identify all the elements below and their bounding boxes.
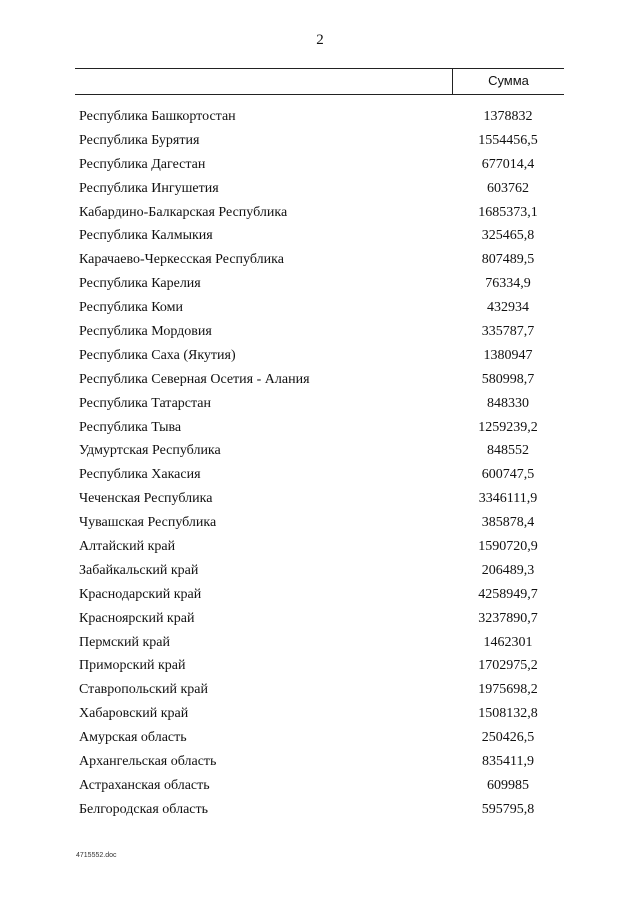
region-name: Республика Ингушетия [79, 180, 219, 196]
table-row [0, 130, 640, 154]
table-row [0, 751, 640, 775]
region-sum: 1259239,2 [478, 419, 538, 435]
region-sum: 1462301 [483, 634, 533, 650]
region-sum: 835411,9 [482, 754, 534, 770]
region-name: Архангельская область [79, 754, 217, 770]
region-sum: 1975698,2 [478, 682, 538, 698]
table-row [0, 560, 640, 584]
region-sum: 325465,8 [481, 228, 535, 244]
region-name: Республика Саха (Якутия) [79, 347, 236, 363]
region-sum: 1702975,2 [478, 658, 538, 674]
region-sum: 1378832 [483, 109, 533, 124]
region-sum: 432934 [487, 300, 529, 316]
region-name: Республика Татарстан [79, 395, 212, 411]
page-number: 2 [316, 32, 324, 48]
region-sum: 250426,5 [481, 730, 535, 746]
column-header-sum: Сумма [488, 73, 529, 88]
table-row [0, 249, 640, 273]
region-name: Республика Коми [79, 300, 183, 316]
region-name: Республика Башкортостан [79, 109, 236, 124]
region-name: Карачаево-Черкесская Республика [79, 252, 284, 268]
table-row [0, 321, 640, 345]
region-sum: 4258949,7 [478, 586, 538, 602]
table-row [0, 369, 640, 393]
region-name: Республика Калмыкия [79, 228, 213, 244]
region-name: Республика Северная Осетия - Алания [79, 371, 310, 387]
table-row [0, 393, 640, 417]
region-name: Ставропольский край [79, 682, 208, 698]
region-name: Пермский край [79, 634, 170, 650]
region-name: Кабардино-Балкарская Республика [79, 204, 288, 220]
table-header-top-rule [75, 68, 564, 69]
table-row [0, 273, 640, 297]
region-sum: 600747,5 [481, 467, 535, 483]
table-row [0, 536, 640, 560]
table-header-bottom-rule [75, 94, 564, 95]
region-name: Республика Хакасия [79, 467, 201, 483]
region-name: Белгородская область [79, 801, 209, 817]
table-row [0, 106, 640, 130]
region-sum: 807489,5 [481, 252, 535, 268]
table-row [0, 345, 640, 369]
table-row [0, 703, 640, 727]
table-row [0, 202, 640, 226]
table-row [0, 297, 640, 321]
region-name: Алтайский край [79, 539, 176, 555]
region-name: Республика Дагестан [79, 156, 206, 172]
region-sum: 335787,7 [481, 324, 535, 340]
region-name: Приморский край [79, 658, 186, 674]
region-name: Краснодарский край [79, 586, 202, 602]
region-sum: 677014,4 [481, 156, 535, 172]
region-sum: 1590720,9 [478, 539, 538, 555]
table-body [0, 106, 640, 823]
region-sum: 580998,7 [481, 371, 535, 387]
region-sum: 595795,8 [481, 801, 535, 817]
table-row [0, 679, 640, 703]
table-row [0, 178, 640, 202]
region-name: Республика Мордовия [79, 324, 212, 340]
table-row [0, 512, 640, 536]
region-name: Чувашская Республика [79, 515, 217, 531]
region-name: Хабаровский край [79, 706, 189, 722]
table-row [0, 464, 640, 488]
region-sum: 1508132,8 [478, 706, 538, 722]
region-name: Красноярский край [79, 610, 195, 626]
region-sum: 609985 [487, 777, 529, 793]
table-row [0, 584, 640, 608]
region-sum: 1554456,5 [478, 132, 538, 148]
table-row [0, 488, 640, 512]
region-sum: 385878,4 [481, 515, 535, 531]
table-row [0, 440, 640, 464]
region-sum: 603762 [487, 180, 529, 196]
region-sum: 848552 [487, 443, 529, 459]
table-row [0, 608, 640, 632]
table-row [0, 225, 640, 249]
table-row [0, 727, 640, 751]
table-row [0, 799, 640, 823]
region-name: Чеченская Республика [79, 491, 213, 507]
table-row [0, 775, 640, 799]
region-name: Забайкальский край [79, 562, 199, 578]
table-row [0, 154, 640, 178]
region-sum: 206489,3 [481, 562, 535, 578]
region-name: Республика Тыва [79, 419, 182, 435]
region-sum: 76334,9 [485, 276, 531, 292]
region-name: Астраханская область [79, 777, 210, 793]
footer-filename: 4715552.doc [76, 852, 117, 859]
region-name: Республика Бурятия [79, 132, 200, 148]
table-row [0, 417, 640, 441]
table-row [0, 632, 640, 656]
region-sum: 3346111,9 [478, 491, 538, 507]
region-sum: 3237890,7 [478, 610, 538, 626]
region-name: Удмуртская Республика [79, 443, 221, 459]
region-name: Амурская область [79, 730, 187, 746]
region-sum: 1685373,1 [478, 204, 538, 220]
region-name: Республика Карелия [79, 276, 201, 292]
region-sum: 1380947 [483, 347, 533, 363]
region-sum: 848330 [487, 395, 529, 411]
table-row [0, 655, 640, 679]
